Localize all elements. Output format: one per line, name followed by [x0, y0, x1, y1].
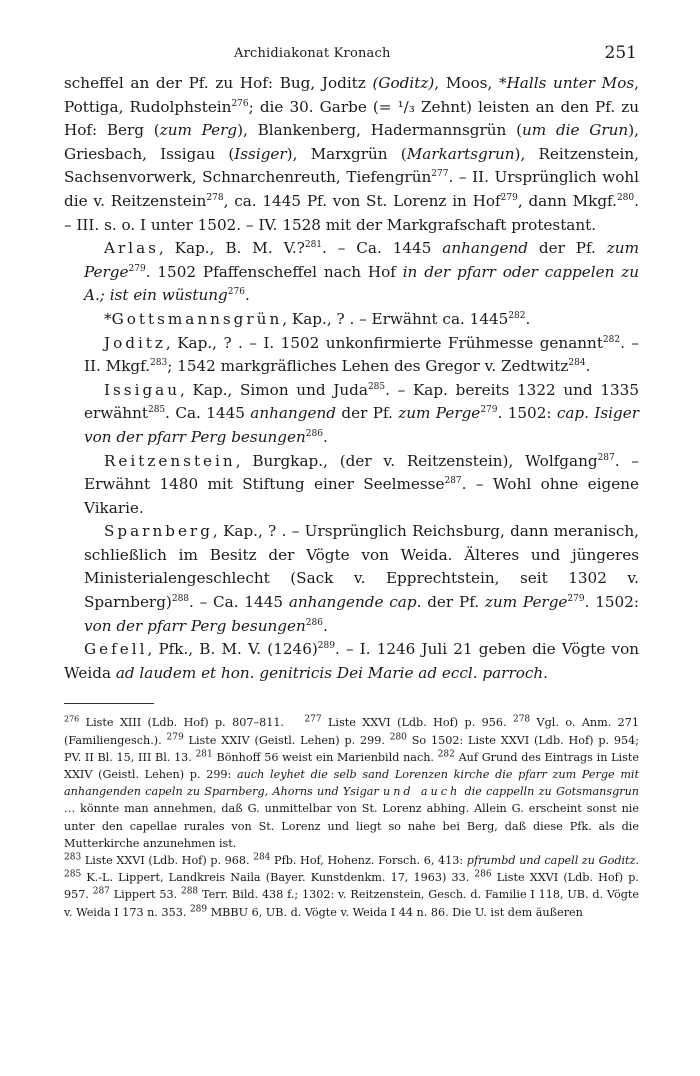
entry-sparnberg: Sparnberg, Kap., ? . – Ursprünglich Reichsburg, dann meranisch, schließlich im Besitz der Vögte von Weida. Älteres und jüngeres Ministerialengeschlecht (Sack v. Epprechtstein, seit 1302 v. Sparnberg)$^{288}$. – Ca. 1445 anhangende cap. der Pf. zum Perge$^{279}$. 1502: von der pfarr Perg besungen$^{286}$.	[84, 522, 639, 635]
footnote-divider	[64, 703, 154, 704]
entry-joditz: Joditz, Kap., ? . – I. 1502 unkonfirmierte Frühmesse genannt$^{282}$. – II. Mkgf.$^{283}$; 1542 markgräfliches Lehen des Gregor v. Zedtwitz$^{284}$.	[84, 333, 639, 376]
main-text	[64, 72, 639, 685]
entry-issigau: Issigau, Kap., Simon und Juda$^{285}$. – Kap. bereits 1322 und 1335 erwähnt$^{285}$. Ca. 1445 anhangend der Pf. zum Perge$^{279}$. 1502: cap. Isiger von der pfarr Perg besungen$^{286}$.	[84, 380, 640, 446]
entry-reitzenstein: Reitzenstein, Burgkap., (der v. Reitzenstein), Wolfgang$^{287}$. – Erwähnt 1480 mit Stiftung einer Seelmesse$^{287}$. – Wohl ohne eigene Vikarie.	[84, 451, 640, 517]
book-page	[64, 38, 639, 921]
running-title: Archidiakonat Kronach	[234, 46, 391, 61]
entry-gefell: Gefell, Pfk., B. M. V. $(1246)^{289}$. – I. 1246 Juli 21 geben die Vögte von Weida ad laudem et hon. genitricis Dei Marie ad eccl. parroch.	[64, 640, 640, 682]
entry-arlas: Arlas, Kap., B. M. V.?$^{281}$. – Ca. 1445 anhangend der Pf. zum Perge$^{279}$. 1502 Pfaffenscheffel nach Hof in der pfarr oder cappelen zu A.; ist ein wüstung$^{276}$.	[84, 239, 639, 305]
footnotes: $^{276}$ Liste XIII (Ldb. Hof) p. 807–811. $^{277}$ Liste XXVI (Ldb. Hof) p. 956. $^{278}$ Vgl. o. Anm. 271 (Familiengesch.). $^{279}$ Liste XXIV (Geistl. Lehen) p. 299. $^{280}$ So 1502: Liste XXVI (Ldb. Hof) p. 954; PV. II Bl. 15, III Bl. 13. $^{281}$ Bönhoff 56 weist ein Marienbild nach. $^{282}$ Auf Grund des Eintrags in Liste XXIV (Geistl. Lehen) p. 299: auch leyhet die selb sand Lorenzen kirche die pfarr zum Perge mit anhangenden capeln zu Sparnberg, Ahorns und Ysigar und auch die cappelln zu Gotsmansgrun … könnte man annehmen, daß G. unmittelbar von St. Lorenz abhing. Allein G. erscheint sonst nie unter den capellae rurales von St. Lorenz und liegt so nahe bei Berg, daß diese Pfk. als die Mutterkirche anzunehmen ist. $^{283}$ Liste XXVI (Ldb. Hof) p. 968. $^{284}$ Pfb. Hof, Hohenz. Forsch. 6, 413: pfrumbd und capell zu Goditz. $^{285}$ K.-L. Lippert, Landkreis Naila (Bayer. Kunstdenkm. 17, 1963) 33. $^{286}$ Liste XXVI (Ldb. Hof) p. 957. $^{287}$ Lippert 53. $^{288}$ Terr. Bild. 438 f.; 1302: v. Reitzenstein, Gesch. d. Familie I 118, UB. d. Vögte v. Weida I 173 n. 353. $^{289}$ MBBU 6, UB. d. Vögte v. Weida I 44 n. 86. Die U. ist dem äußeren	[64, 714, 640, 919]
entry-gottsmannsgruen: *Gottsmannsgrün, Kap., ? . – Erwähnt ca. 1445$^{282}$.	[104, 309, 531, 328]
page-number: 251	[604, 43, 637, 63]
paragraph-hof-benefices: scheffel an der Pf. zu Hof: Bug, Joditz (Goditz), Moos, *Halls unter Mos, Pottiga, Rudolphstein$^{276}$; die 30. Garbe (= ¹/₃ Zehnt) leisten an den Pf. zu Hof: Berg (zum Perg), Blankenberg, Hadermannsgrün (um die Grun), Griesbach, Issigau (Issiger), Marxgrün (Markartsgrun), Reitzenstein, Sachsenvorwerk, Schnarchenreuth, Tiefengrün$^{277}$. – II. Ursprünglich wohl die v. Reitzenstein$^{278}$, ca. 1445 Pf. von St. Lorenz in Hof$^{279}$, dann Mkgf.$^{280}$. – III. s. o. I unter 1502. – IV. 1528 mit der Markgrafschaft protestant.	[64, 74, 639, 234]
page-header	[64, 38, 639, 68]
